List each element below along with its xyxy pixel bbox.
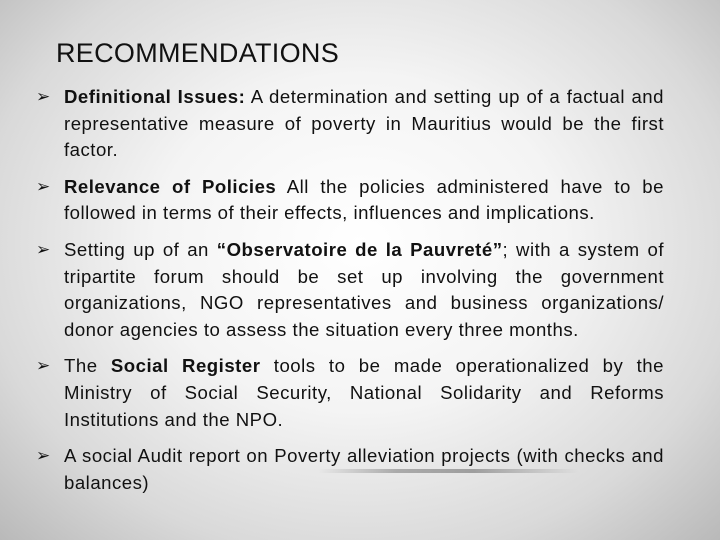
slide-title: RECOMMENDATIONS xyxy=(56,38,340,68)
arrowhead-bullet-icon: ➢ xyxy=(36,356,51,376)
arrowhead-bullet-icon: ➢ xyxy=(36,87,51,106)
bullet-heading: Social Register xyxy=(110,355,261,377)
bullet-text: ; with a system of tripartite forum should be set up involving the government organizations, NGO representatives and business organizations/ donor agencies to assess the situation every three months. xyxy=(64,238,664,340)
bullet-heading: “Observatoire de la Pauvreté” xyxy=(216,238,503,260)
bullet-observatoire xyxy=(36,237,664,343)
bullet-heading: Definitional Issues: xyxy=(64,86,246,107)
bullet-definitional-issues xyxy=(36,84,664,164)
arrowhead-bullet-icon: ➢ xyxy=(36,239,51,259)
decorative-glow-line xyxy=(318,469,578,473)
bullet-text: A determination and setting up of a factual and representative measure of poverty in Mauritius would be the first factor. xyxy=(64,86,664,161)
bullet-relevance-of-policies xyxy=(36,174,664,227)
bullet-text: All the policies administered have to be followed in terms of their effects, influences and implications. xyxy=(64,175,664,224)
bullet-lead-text: The xyxy=(64,355,111,377)
arrowhead-bullet-icon: ➢ xyxy=(36,176,51,196)
bullet-lead-text: A social Audit report on Poverty alleviation projects (with checks and balances) xyxy=(64,445,664,493)
bullet-social-register xyxy=(36,353,664,433)
recommendations-list xyxy=(36,84,664,506)
bullet-text: tools to be made operationalized by the Ministry of Social Security, National Solidarity and Reforms Institutions and the NPO. xyxy=(64,355,664,430)
bullet-lead-text: Setting up of an xyxy=(64,238,217,260)
bullet-heading: Relevance of Policies xyxy=(64,175,277,197)
arrowhead-bullet-icon: ➢ xyxy=(36,446,51,466)
